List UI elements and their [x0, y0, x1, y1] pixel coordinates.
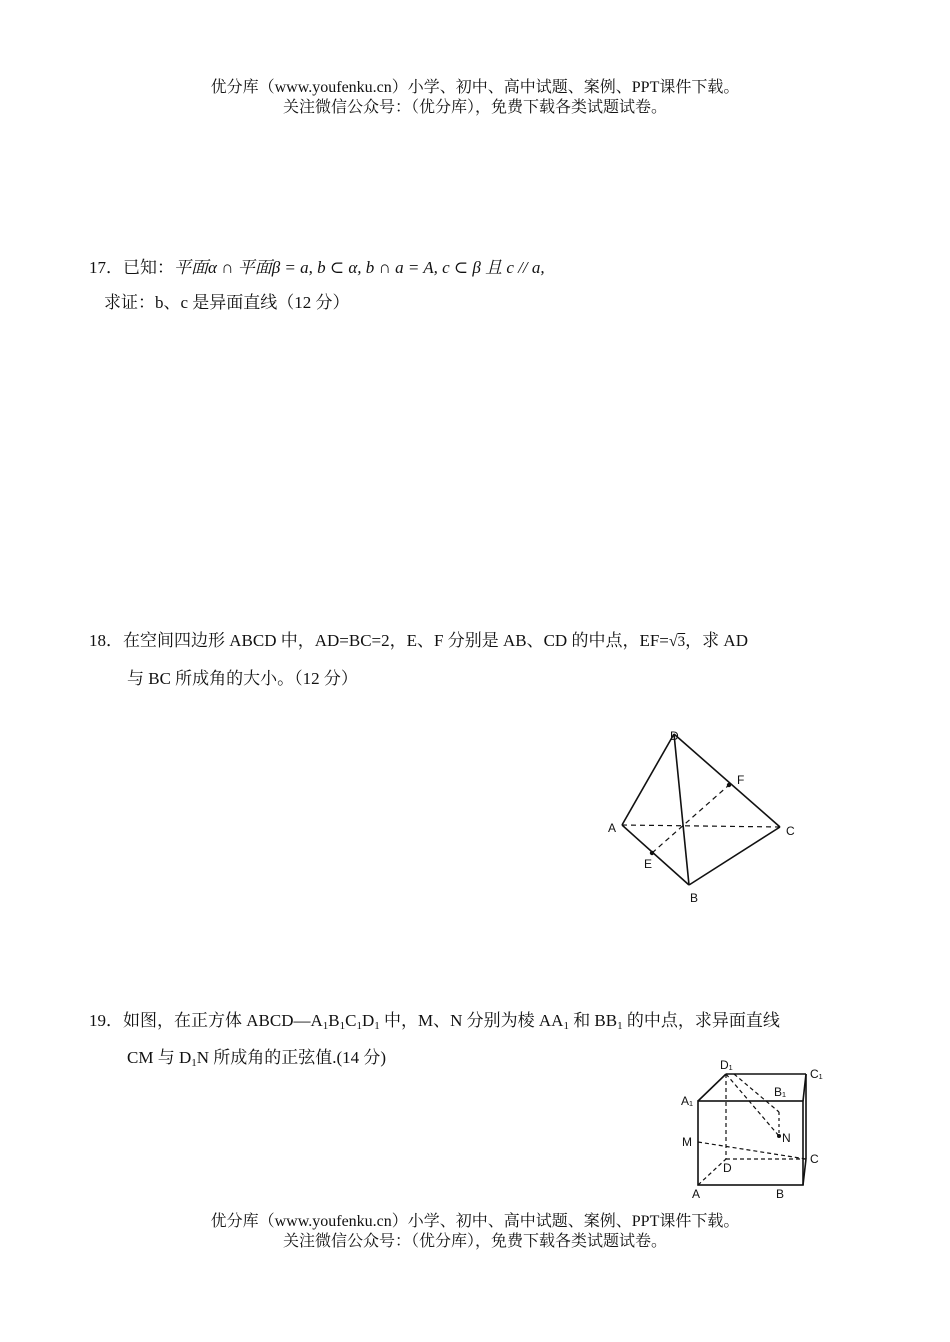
edge-DB	[674, 734, 689, 885]
label-N: N	[782, 1131, 791, 1145]
edge-DC	[674, 734, 780, 827]
label-B1: B₁	[774, 1085, 787, 1099]
label-A: A	[608, 821, 617, 835]
label-M: M	[682, 1135, 692, 1149]
q19-sub: 1	[374, 1020, 380, 1032]
question-18-line-1	[89, 629, 748, 654]
label-C1: C₁	[810, 1067, 823, 1081]
question-18-line-2: 与 BC 所成角的大小。（12 分）	[127, 669, 358, 688]
cube-figure	[678, 1056, 838, 1202]
footer-line-2: 关注微信公众号：（优分库），免费下载各类试题试卷。	[282, 1233, 667, 1250]
q19-sub: 1	[339, 1020, 346, 1032]
header-line-2: 关注微信公众号：（优分库），免费下载各类试题试卷。	[282, 99, 667, 116]
label-C: C	[810, 1152, 819, 1166]
label-E: E	[644, 857, 653, 871]
question-18-text-tail: ，求 AD	[685, 631, 748, 650]
header-line-1: 优分库（www.youfenku.cn）小学、初中、高中试题、案例、PPT课件下载。	[210, 79, 740, 96]
question-19-line-1	[89, 1009, 780, 1038]
question-19-line-2	[127, 1046, 386, 1075]
label-B: B	[776, 1187, 785, 1201]
edge-A1D1	[698, 1074, 726, 1101]
q19-sub: 1	[191, 1057, 197, 1069]
label-D: D	[670, 729, 679, 743]
q19-text: 和 BB	[568, 1011, 618, 1030]
question-17-prefix: 已知：	[123, 258, 174, 277]
question-17-line-1	[89, 256, 545, 280]
label-D1: D₁	[720, 1058, 733, 1072]
edge-AD-hidden	[698, 1159, 726, 1185]
point-F	[727, 783, 731, 787]
label-B: B	[690, 891, 699, 905]
segment-D1N-hidden	[726, 1074, 779, 1136]
q19-sub: 1	[356, 1020, 362, 1032]
question-17-prove: 求证：b、c 是异面直线（12 分）	[104, 293, 350, 312]
question-17-number: 17．	[89, 258, 123, 277]
edge-AB	[622, 825, 689, 885]
edge-BC	[689, 827, 780, 885]
question-18-number: 18．	[89, 631, 123, 650]
sqrt-symbol: √	[668, 633, 678, 650]
q19-sub: 1	[617, 1020, 623, 1032]
sqrt-radicand: 3	[677, 634, 686, 650]
segment-EF-hidden	[652, 785, 729, 853]
q19-text: 的中点，求异面直线	[622, 1011, 780, 1030]
q19-sub: 1	[563, 1020, 569, 1032]
tetrahedron-figure	[600, 722, 810, 912]
q19-text: N 所成角的正弦值.(14 分)	[196, 1048, 387, 1067]
q19-text: 如图，在正方体 ABCD—A	[123, 1011, 323, 1030]
question-19-number: 19．	[89, 1011, 123, 1030]
label-A: A	[692, 1187, 701, 1201]
q19-text: 中，M、N 分别为棱 AA	[379, 1011, 564, 1030]
question-17-condition: 平面α ∩ 平面β = a, b ⊂ α, b ∩ a = A, c ⊂ β 且 c // a,	[174, 258, 545, 277]
label-C: C	[786, 824, 795, 838]
footer-line-1: 优分库（www.youfenku.cn）小学、初中、高中试题、案例、PPT课件下载。	[210, 1213, 740, 1230]
label-A1: A₁	[681, 1094, 694, 1108]
point-E	[650, 851, 654, 855]
q19-text: D	[361, 1011, 375, 1030]
q19-text: B	[328, 1011, 340, 1030]
q19-text: CM 与 D	[127, 1048, 192, 1067]
label-F: F	[737, 773, 745, 787]
q19-text: C	[345, 1011, 357, 1030]
q19-sub: 1	[322, 1020, 329, 1032]
diagonal-D1B1-hidden	[734, 1074, 779, 1112]
label-D: D	[723, 1161, 732, 1175]
question-18-text: 在空间四边形 ABCD 中，AD=BC=2，E、F 分别是 AB、CD 的中点，EF=	[123, 631, 669, 650]
edge-AC-hidden	[622, 825, 780, 827]
point-N	[777, 1134, 781, 1138]
edge-DA	[622, 734, 674, 825]
